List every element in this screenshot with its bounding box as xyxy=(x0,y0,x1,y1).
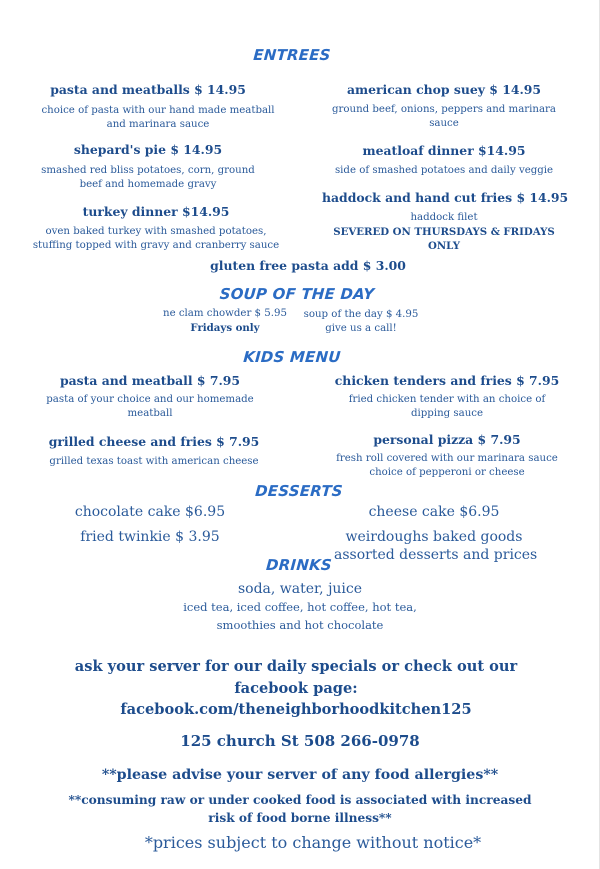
kids-chicken-tenders-desc-2: dipping sauce xyxy=(411,408,483,419)
kids-grilled-cheese: grilled cheese and fries $ 7.95 xyxy=(48,434,260,449)
dessert-weirdoughs: weirdoughs baked goods xyxy=(345,529,523,545)
entree-pasta-meatballs: pasta and meatballs $ 14.95 xyxy=(50,82,246,97)
kids-pasta-meatball: pasta and meatball $ 7.95 xyxy=(59,373,241,388)
entree-shepards-pie-desc-2: beef and homemade gravy xyxy=(79,179,217,190)
entrees-heading: ENTREES xyxy=(252,46,332,64)
kids-personal-pizza: personal pizza $ 7.95 xyxy=(373,432,521,447)
kids-chicken-tenders-desc-1: fried chicken tender with an choice of xyxy=(348,394,546,405)
dessert-fried-twinkie: fried twinkie $ 3.95 xyxy=(80,529,220,545)
raw-food-warning-1: **consuming raw or under cooked food is associated with increased xyxy=(68,793,532,807)
entree-turkey-dinner: turkey dinner $14.95 xyxy=(82,204,230,219)
drinks-line-1: soda, water, juice xyxy=(237,581,363,597)
kids-grilled-cheese-desc: grilled texas toast with american cheese xyxy=(49,456,259,467)
soup-of-the-day-note: give us a call! xyxy=(325,323,397,334)
entree-haddock-desc: haddock filet xyxy=(410,212,478,223)
soup-of-the-day: soup of the day $ 4.95 xyxy=(303,309,419,320)
entree-american-chop-suey: american chop suey $ 14.95 xyxy=(346,82,542,97)
entree-shepards-pie: shepard's pie $ 14.95 xyxy=(73,142,223,157)
soup-clam-chowder-note: Fridays only xyxy=(190,322,260,334)
entree-haddock: haddock and hand cut fries $ 14.95 xyxy=(322,190,569,205)
drinks-line-3: smoothies and hot chocolate xyxy=(216,618,384,632)
entree-haddock-note-1: SEVERED ON THURSDAYS & FRIDAYS xyxy=(333,226,555,238)
kids-chicken-tenders: chicken tenders and fries $ 7.95 xyxy=(334,373,560,388)
soup-heading: SOUP OF THE DAY xyxy=(219,285,375,303)
specials-line-2: facebook page: xyxy=(234,680,358,697)
prices-notice: *prices subject to change without notice* xyxy=(144,833,482,852)
entree-haddock-note-2: ONLY xyxy=(428,240,460,252)
entree-shepards-pie-desc-1: smashed red bliss potatoes, corn, ground xyxy=(41,165,255,176)
entree-turkey-dinner-desc-1: oven baked turkey with smashed potatoes, xyxy=(45,226,267,237)
kids-pasta-meatball-desc-1: pasta of your choice and our homemade xyxy=(46,394,254,405)
allergy-notice: **please advise your server of any food allergies** xyxy=(101,767,499,783)
entree-american-chop-suey-desc-2: sauce xyxy=(429,118,459,129)
drinks-line-2: iced tea, iced coffee, hot coffee, hot tea, xyxy=(183,600,417,614)
dessert-assorted: assorted desserts and prices xyxy=(334,547,538,563)
soup-clam-chowder: ne clam chowder $ 5.95 xyxy=(163,308,287,319)
specials-line-1: ask your server for our daily specials or check out our xyxy=(74,658,518,675)
desserts-heading: DESSERTS xyxy=(254,482,344,500)
entree-american-chop-suey-desc-1: ground beef, onions, peppers and marinara xyxy=(331,104,556,115)
kids-personal-pizza-desc-1: fresh roll covered with our marinara sauce xyxy=(336,453,558,464)
address-phone: 125 church St 508 266-0978 xyxy=(180,732,420,750)
kids-pasta-meatball-desc-2: meatball xyxy=(127,408,173,419)
entree-meatloaf-dinner: meatloaf dinner $14.95 xyxy=(362,143,526,158)
entree-pasta-meatballs-desc-1: choice of pasta with our hand made meatball xyxy=(41,105,275,116)
drinks-heading: DRINKS xyxy=(265,556,333,574)
dessert-chocolate-cake: chocolate cake $6.95 xyxy=(74,504,226,520)
dessert-cheese-cake: cheese cake $6.95 xyxy=(368,504,500,520)
entree-meatloaf-dinner-desc: side of smashed potatoes and daily veggie xyxy=(334,165,554,176)
entree-pasta-meatballs-desc-2: and marinara sauce xyxy=(106,119,210,130)
kids-heading: KIDS MENU xyxy=(242,348,342,366)
raw-food-warning-2: risk of food borne illness** xyxy=(208,811,392,825)
gluten-free-addon: gluten free pasta add $ 3.00 xyxy=(210,258,406,273)
entree-turkey-dinner-desc-2: stuffing topped with gravy and cranberry sauce xyxy=(32,240,280,251)
facebook-link[interactable]: facebook.com/theneighborhoodkitchen125 xyxy=(120,701,472,718)
kids-personal-pizza-desc-2: choice of pepperoni or cheese xyxy=(369,467,525,478)
